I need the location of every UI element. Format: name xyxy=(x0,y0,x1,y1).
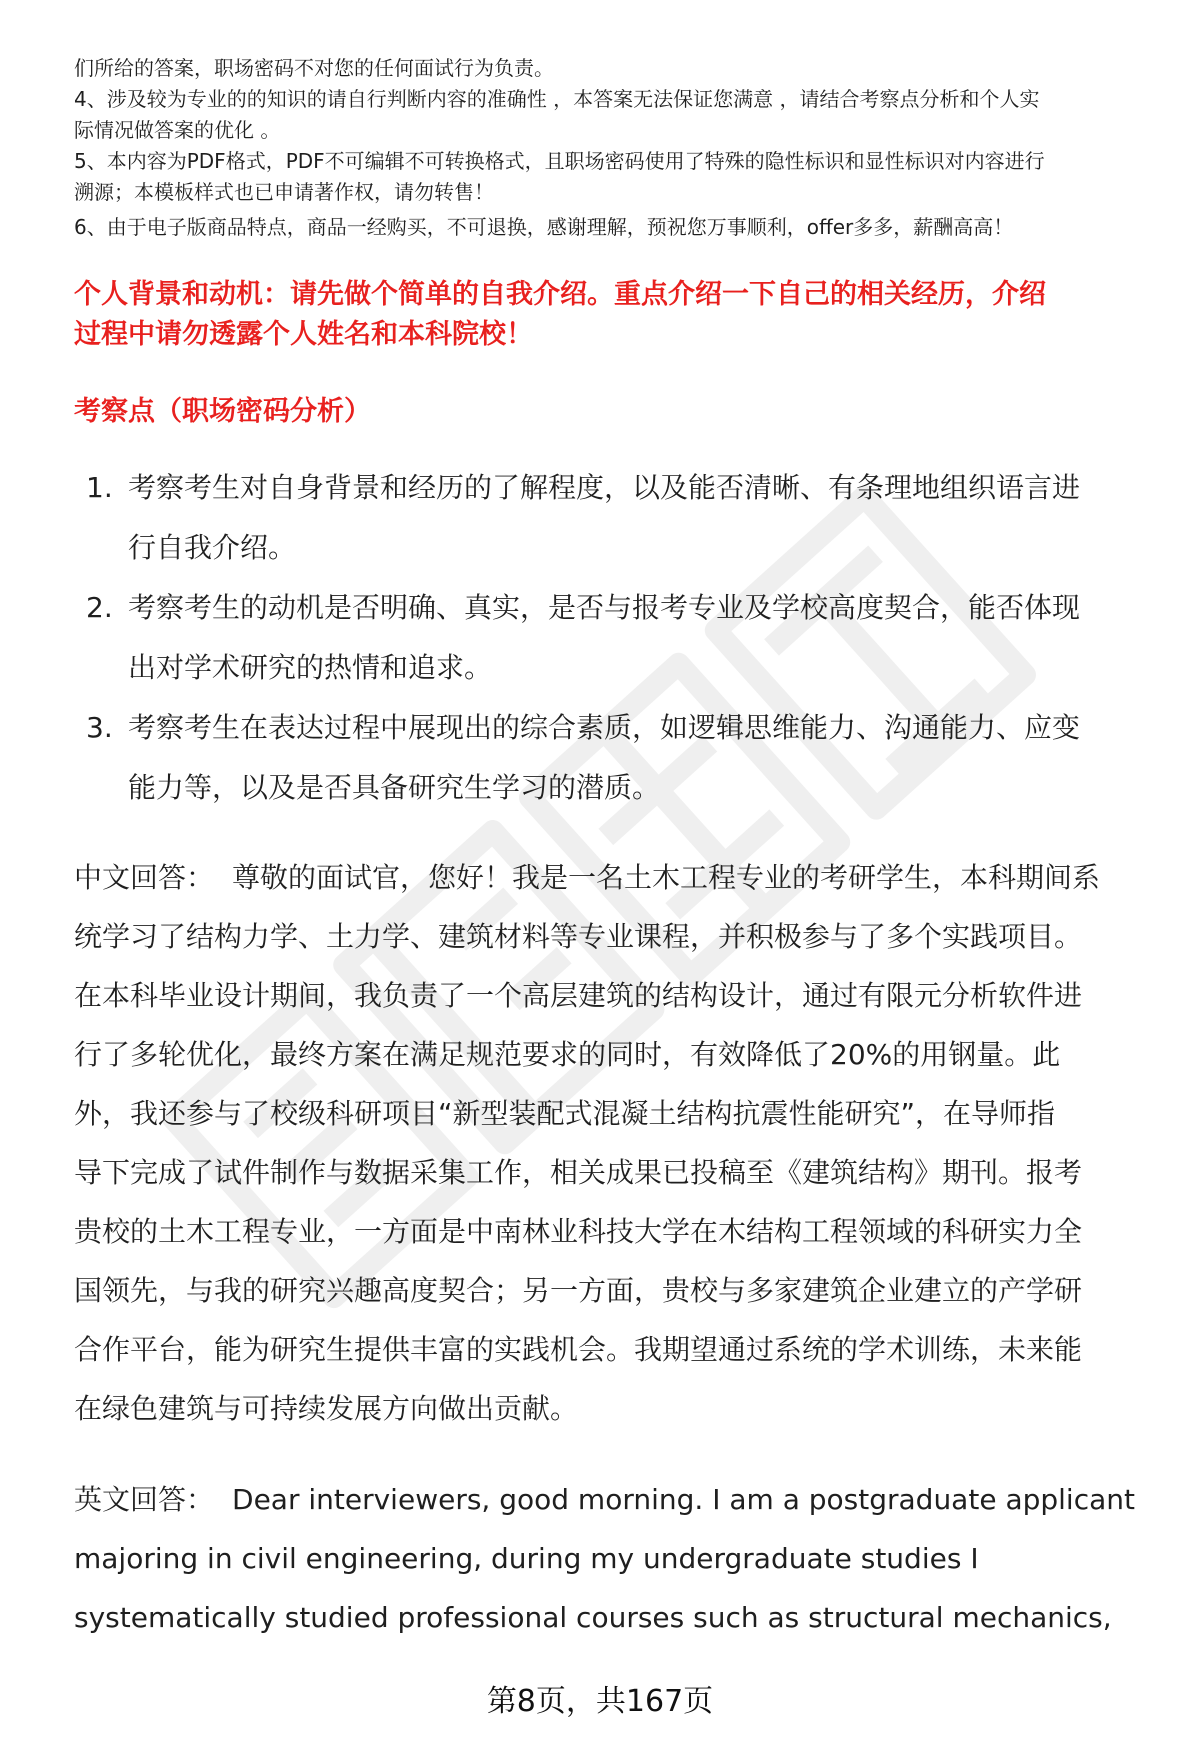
notice-line: 们所给的答案，职场密码不对您的任何面试行为负责。 xyxy=(74,56,554,80)
question-line: 个人背景和动机：请先做个简单的自我介绍。重点介绍一下自己的相关经历，介绍 xyxy=(74,279,1046,310)
answer-line: 英文回答： Dear interviewers, good morning. I am a postgraduate applicant xyxy=(74,1483,1135,1516)
answer-line: 贵校的土木工程专业，一方面是中南林业科技大学在木结构工程领域的科研实力全 xyxy=(74,1215,1083,1248)
answer-line: 中文回答： 尊敬的面试官，您好！我是一名土木工程专业的考研学生，本科期间系 xyxy=(74,861,1101,894)
notice-line: 6、由于电子版商品特点，商品一经购买，不可退换，感谢理解，预祝您万事顺利，offer多多，薪酬高高！ xyxy=(74,215,1014,239)
answer-line: 外，我还参与了校级科研项目“新型装配式混凝土结构抗震性能研究”，在导师指 xyxy=(74,1097,1056,1130)
chinese-answer-label: 中文回答： xyxy=(74,861,215,894)
answer-line: 合作平台，能为研究生提供丰富的实践机会。我期望通过系统的学术训练，未来能 xyxy=(74,1333,1083,1366)
notice-line: 4、涉及较为专业的的知识的请自行判断内容的准确性 ，本答案无法保证您满意 ，请结合考察点分析和个人实 xyxy=(74,87,1040,111)
point-text: 出对学术研究的热情和追求。 xyxy=(128,651,493,684)
point-number: 1. xyxy=(86,471,113,504)
analysis-point xyxy=(74,458,1154,578)
notice-line: 溯源；本模板样式也已申请著作权，请勿转售！ xyxy=(74,180,494,204)
answer-line: 行了多轮优化，最终方案在满足规范要求的同时，有效降低了20%的用钢量。此 xyxy=(74,1038,1061,1071)
point-text: 考察考生对自身背景和经历的了解程度，以及能否清晰、有条理地组织语言进 xyxy=(128,471,1081,504)
question-line: 过程中请勿透露个人姓名和本科院校！ xyxy=(74,319,533,350)
point-text: 行自我介绍。 xyxy=(128,531,297,564)
english-answer xyxy=(74,1470,1164,1647)
answer-line: 统学习了结构力学、土力学、建筑材料等专业课程，并积极参与了多个实践项目。 xyxy=(74,920,1083,953)
analysis-point xyxy=(74,578,1154,698)
page-number: 第8页，共167页 xyxy=(486,1684,714,1719)
answer-line: 国领先，与我的研究兴趣高度契合；另一方面，贵校与多家建筑企业建立的产学研 xyxy=(74,1274,1083,1307)
answer-line: 在本科毕业设计期间，我负责了一个高层建筑的结构设计，通过有限元分析软件进 xyxy=(74,979,1083,1012)
notice-line: 际情况做答案的优化 。 xyxy=(74,118,281,142)
point-number: 2. xyxy=(86,591,113,624)
analysis-title: 考察点（职场密码分析） xyxy=(74,396,371,427)
point-text: 能力等，以及是否具备研究生学习的潜质。 xyxy=(128,771,661,804)
answer-line: 导下完成了试件制作与数据采集工作，相关成果已投稿至《建筑结构》期刊。报考 xyxy=(74,1156,1083,1189)
point-text: 考察考生在表达过程中展现出的综合素质，如逻辑思维能力、沟通能力、应变 xyxy=(128,711,1081,744)
chinese-answer xyxy=(74,848,1164,1438)
answer-line: 在绿色建筑与可持续发展方向做出贡献。 xyxy=(74,1392,579,1425)
answer-line: systematically studied professional courses such as structural mechanics, xyxy=(74,1601,1112,1634)
english-answer-label: 英文回答： xyxy=(74,1483,215,1516)
answer-line: majoring in civil engineering, during my undergraduate studies I xyxy=(74,1542,979,1575)
point-number: 3. xyxy=(86,711,113,744)
point-text: 考察考生的动机是否明确、真实，是否与报考专业及学校高度契合，能否体现 xyxy=(128,591,1081,624)
notice-line: 5、本内容为PDF格式，PDF不可编辑不可转换格式，且职场密码使用了特殊的隐性标识和显性标识对内容进行 xyxy=(74,149,1045,173)
analysis-point xyxy=(74,698,1154,818)
